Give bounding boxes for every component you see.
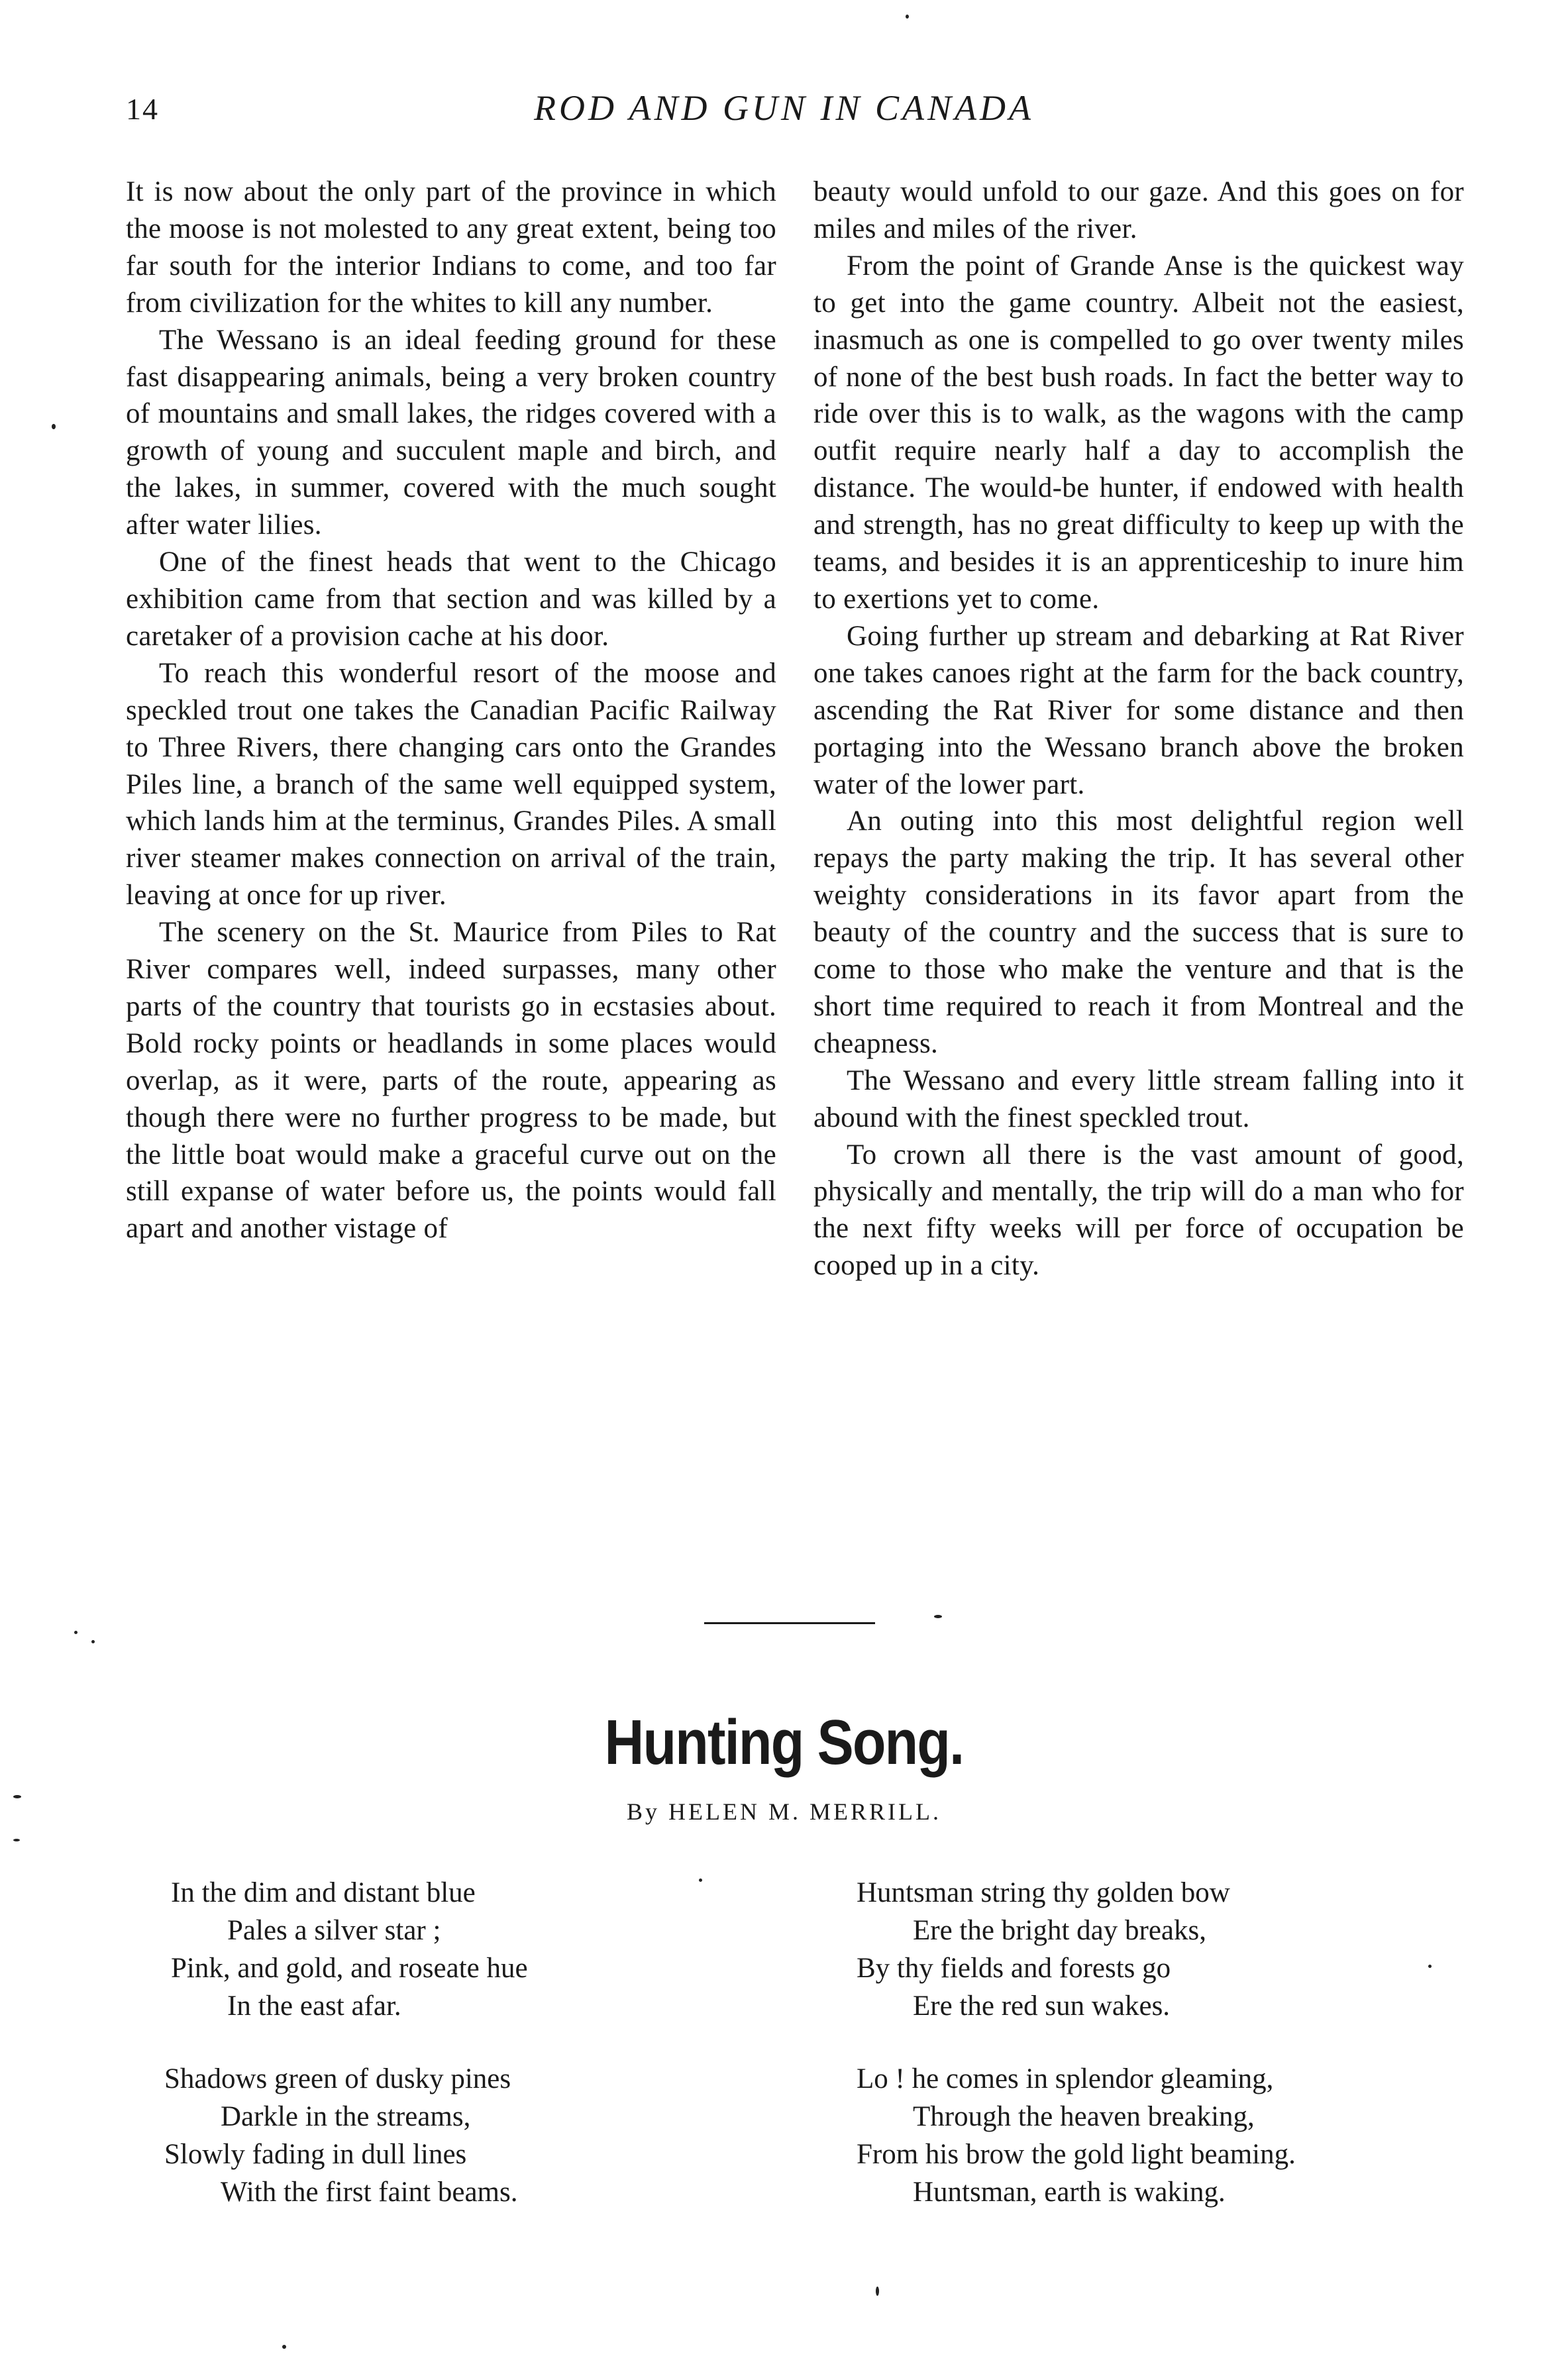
scan-speck (91, 1640, 95, 1643)
poem-line: In the dim and distant blue (171, 1877, 476, 1908)
page-number: 14 (126, 92, 159, 126)
scan-speck (52, 424, 56, 429)
paragraph: The scenery on the St. Maurice from Piles to Rat River compares well, indeed surpasses, many other parts of the country that tourists go in ecstasies about. Bold rocky points or headlands in some places would overlap, as it were, parts of the route, appearing as though there were no further progress to be made, but the little boat would make a graceful curve out on the still expanse of water before us, the points would fall apart and another vistage of (126, 917, 776, 1245)
paragraph: beauty would unfold to our gaze. And this goes on for miles and miles of the river. (813, 176, 1464, 244)
scan-speck (13, 1795, 21, 1798)
scan-speck (699, 1879, 702, 1882)
poem-line: Pales a silver star ; (227, 1915, 441, 1946)
article-left-column (126, 174, 776, 1247)
poem-line: Ere the bright day breaks, (913, 1915, 1206, 1946)
scan-speck (1428, 1965, 1432, 1968)
poem-line: Shadows green of dusky pines (164, 2063, 511, 2094)
paragraph: Going further up stream and debarking at Rat River one takes canoes right at the farm for the back country, ascending the Rat River for some distance and then portaging into the Wessano branch above the broken water of the lower part. (813, 620, 1464, 800)
paragraph: To crown all there is the vast amount of good, physically and mentally, the trip will do a man who for the next fifty weeks will per force of occupation be cooped up in a city. (813, 1139, 1464, 1282)
scan-speck (934, 1615, 942, 1618)
poem-stanza (857, 1874, 1230, 2025)
poem-title: Hunting Song. (604, 1707, 964, 1778)
scan-speck (876, 2287, 879, 2296)
paragraph: The Wessano is an ideal feeding ground for these fast disappearing animals, being a very broken country of mountains and small lakes, the ridges covered with a growth of young and succulent maple and birch, and the lakes, in summer, covered with the much sought after water lilies. (126, 324, 776, 541)
poem-line: Through the heaven breaking, (913, 2101, 1255, 2132)
poem-line: Darkle in the streams, (221, 2101, 471, 2132)
paragraph: One of the finest heads that went to the Chicago exhibition came from that section and was killed by a caretaker of a provision cache at his door. (126, 546, 776, 652)
poem-line: In the east afar. (227, 1990, 401, 2022)
poem-line: From his brow the gold light beaming. (857, 2139, 1296, 2170)
scan-speck (13, 1839, 20, 1841)
poem-line: With the first faint beams. (221, 2177, 518, 2208)
scan-speck (74, 1631, 78, 1634)
scan-speck (282, 2345, 286, 2349)
poem-stanza (857, 2060, 1296, 2211)
poem-line: By thy fields and forests go (857, 1953, 1171, 1984)
poem-line: Ere the red sun wakes. (913, 1990, 1171, 2022)
paragraph: The Wessano and every little stream falling into it abound with the finest speckled trout. (813, 1064, 1464, 1133)
poem-line: Huntsman, earth is waking. (913, 2177, 1226, 2208)
paragraph: To reach this wonderful resort of the moose and speckled trout one takes the Canadian Pacific Railway to Three Rivers, there changing cars onto the Grandes Piles line, a branch of the same well equipped system, which lands him at the terminus, Grandes Piles. A small river steamer makes connection on arrival of the train, leaving at once for up river. (126, 657, 776, 911)
paragraph: It is now about the only part of the province in which the moose is not molested to any great extent, being too far south for the interior Indians to come, and too far from civilization for the whites to kill any number. (126, 176, 776, 319)
article-right-column (813, 174, 1464, 1284)
poem-line: Huntsman string thy golden bow (857, 1877, 1230, 1908)
running-title: ROD AND GUN IN CANADA (533, 88, 1034, 128)
section-divider (704, 1622, 875, 1624)
poem-line: Lo ! he comes in splendor gleaming, (857, 2063, 1274, 2094)
poem-stanza (171, 1874, 528, 2025)
poem-byline: By HELEN M. MERRILL. (627, 1798, 941, 1825)
scan-speck (906, 15, 909, 19)
paragraph: From the point of Grande Anse is the quickest way to get into the game country. Albeit not the easiest, inasmuch as one is compelled to go over twenty miles of none of the best bush roads. In fact the better way to ride over this is to walk, as the wagons with the camp outfit require nearly half a day to accomplish the distance. The would-be hunter, if endowed with health and strength, has no great difficulty to keep up with the teams, and besides it is an apprenticeship to inure him to exertions yet to come. (813, 250, 1464, 615)
poem-stanza (164, 2060, 517, 2211)
paragraph: An outing into this most delightful region well repays the party making the trip. It has several other weighty considerations in its favor apart from the beauty of the country and the success that is sure to come to those who make the venture and that is the short time required to reach it from Montreal and the cheapness. (813, 805, 1464, 1059)
poem-line: Pink, and gold, and roseate hue (171, 1953, 528, 1984)
poem-line: Slowly fading in dull lines (164, 2139, 467, 2170)
